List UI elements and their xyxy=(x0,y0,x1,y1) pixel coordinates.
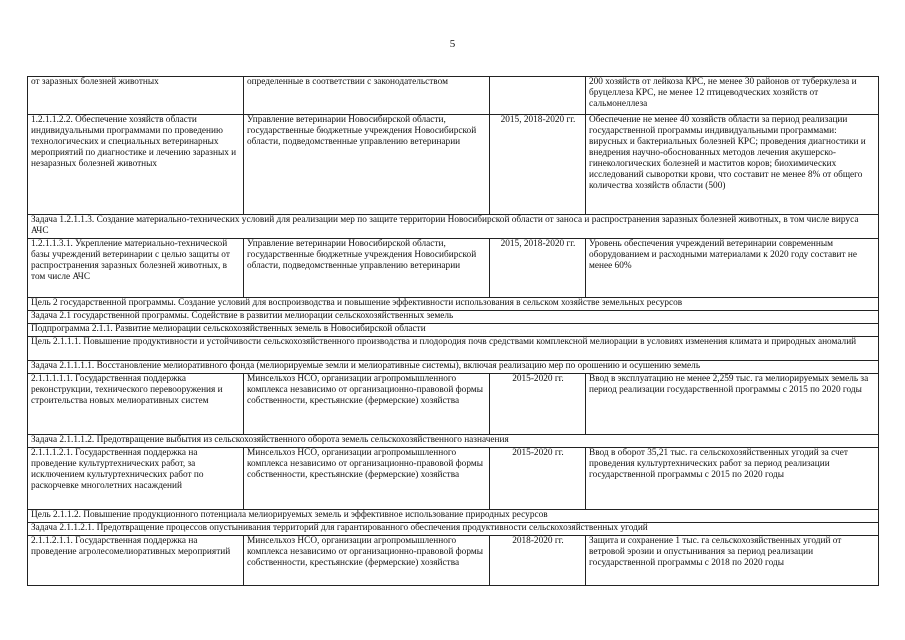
goal-heading: Цель 2 государственной программы. Создание условий для воспроизводства и повышение эффективности использования в сельском хозяйстве земельных ресурсов xyxy=(28,298,879,311)
task-heading: Задача 1.2.1.1.3. Создание материально-технических условий для реализации мер по защите территории Новосибирской области от заноса и распространения заразных болезней животных, в том числе вируса АЧС xyxy=(28,215,879,239)
activity-cell: 2.1.1.1.2.1. Государственная поддержка на проведение культуртехнических работ, за исключением культуртехнических работ по раскорчевке многолетних насаждений xyxy=(28,448,244,510)
result-cell: Ввод в эксплуатацию не менее 2,259 тыс. га мелиорируемых земель за период реализации государственной программы с 2015 по 2020 годы xyxy=(586,374,879,435)
task-heading: Задача 2.1.1.1.2. Предотвращение выбытия из сельскохозяйственного оборота земель сельскохозяйственного назначения xyxy=(28,435,879,448)
measures-table xyxy=(27,76,879,586)
goal-heading: Цель 2.1.1.2. Повышение продукционного потенциала мелиорируемых земель и эффективное использование природных ресурсов xyxy=(28,510,879,523)
activity-cell: от заразных болезней животных xyxy=(28,77,244,115)
result-cell: Ввод в оборот 35,21 тыс. га сельскохозяйственных угодий за счет проведения культуртехнических работ за период реализации государственной программы с 2015 по 2020 годы xyxy=(586,448,879,510)
task-row xyxy=(28,311,879,324)
result-cell: 200 хозяйств от лейкоза КРС, не менее 30 районов от туберкулеза и бруцеллеза КРС, не менее 12 птицеводческих хозяйств от сальмонеллеза xyxy=(586,77,879,115)
executor-cell: Минсельхоз НСО, организации агропромышленного комплекса независимо от организационно-правовой формы собственности, крестьянские (фермерские) хозяйства xyxy=(244,374,490,435)
executor-cell: Управление ветеринарии Новосибирской области, государственные бюджетные учреждения Новосибирской области, подведомственные управлению ветеринарии xyxy=(244,239,490,298)
activity-cell: 2.1.1.1.1.1. Государственная поддержка реконструкции, технического перевооружения и строительства новых мелиоративных систем xyxy=(28,374,244,435)
page-number: 5 xyxy=(449,38,456,50)
table-row xyxy=(28,77,879,115)
subprogram-heading: Подпрограмма 2.1.1. Развитие мелиорации сельскохозяйственных земель в Новосибирской области xyxy=(28,324,879,337)
activity-cell: 1.2.1.1.3.1. Укрепление материально-технической базы учреждений ветеринарии с целью защиты от распространения заразных болезней животных, в том числе АЧС xyxy=(28,239,244,298)
task-heading: Задача 2.1 государственной программы. Содействие в развитии мелиорации сельскохозяйственных земель xyxy=(28,311,879,324)
table-row xyxy=(28,239,879,298)
period-cell: 2015, 2018-2020 гг. xyxy=(490,115,586,215)
executor-cell: Минсельхоз НСО, организации агропромышленного комплекса независимо от организационно-правовой формы собственности, крестьянские (фермерские) хозяйства xyxy=(244,536,490,586)
task-heading: Задача 2.1.1.1.1. Восстановление мелиоративного фонда (мелиорируемые земли и мелиоративные системы), включая реализацию мер по орошению и осушению земель xyxy=(28,361,879,374)
task-row xyxy=(28,435,879,448)
period-cell: 2015-2020 гг. xyxy=(490,448,586,510)
result-cell: Уровень обеспечения учреждений ветеринарии современным оборудованием и расходными материалами к 2020 году составит не менее 60% xyxy=(586,239,879,298)
result-cell: Обеспечение не менее 40 хозяйств области за период реализации государственной программы индивидуальными программами: вирусных и бактериальных болезней КРС; проведения диагностики и внедрения научно-обоснованных методов лечения акушерско-гинекологических болезней и маститов коров; биохимических исследований сыворотки крови, что составит не менее 8% от общего количества хозяйств области (500) xyxy=(586,115,879,215)
goal-row xyxy=(28,510,879,523)
period-cell xyxy=(490,77,586,115)
period-cell: 2015, 2018-2020 гг. xyxy=(490,239,586,298)
executor-cell: определенные в соответствии с законодательством xyxy=(244,77,490,115)
table-row xyxy=(28,115,879,215)
table-row xyxy=(28,448,879,510)
table-row xyxy=(28,536,879,586)
goal-heading: Цель 2.1.1.1. Повышение продуктивности и устойчивости сельскохозяйственного производства и плодородия почв средствами комплексной мелиорации в условиях изменения климата и природных аномалий xyxy=(28,337,879,361)
executor-cell: Управление ветеринарии Новосибирской области, государственные бюджетные учреждения Новосибирской области, подведомственные управлению ветеринарии xyxy=(244,115,490,215)
activity-cell: 2.1.1.2.1.1. Государственная поддержка на проведение агролесомелиоративных мероприятий xyxy=(28,536,244,586)
goal-row xyxy=(28,298,879,311)
table-row xyxy=(28,374,879,435)
result-cell: Защита и сохранение 1 тыс. га сельскохозяйственных угодий от ветровой эрозии и опустынивания за период реализации государственной программы с 2018 по 2020 годы xyxy=(586,536,879,586)
executor-cell: Минсельхоз НСО, организации агропромышленного комплекса независимо от организационно-правовой формы собственности, крестьянские (фермерские) хозяйства xyxy=(244,448,490,510)
period-cell: 2015-2020 гг. xyxy=(490,374,586,435)
task-row xyxy=(28,215,879,239)
subprogram-row xyxy=(28,324,879,337)
task-heading: Задача 2.1.1.2.1. Предотвращение процессов опустынивания территорий для гарантированного обеспечения продуктивности сельскохозяйственных угодий xyxy=(28,523,879,536)
goal-row xyxy=(28,337,879,361)
period-cell: 2018-2020 гг. xyxy=(490,536,586,586)
activity-cell: 1.2.1.1.2.2. Обеспечение хозяйств области индивидуальными программами по проведению технологических и специальных ветеринарных мероприятий по диагностике и лечению заразных и незаразных болезней животных xyxy=(28,115,244,215)
task-row xyxy=(28,523,879,536)
task-row xyxy=(28,361,879,374)
